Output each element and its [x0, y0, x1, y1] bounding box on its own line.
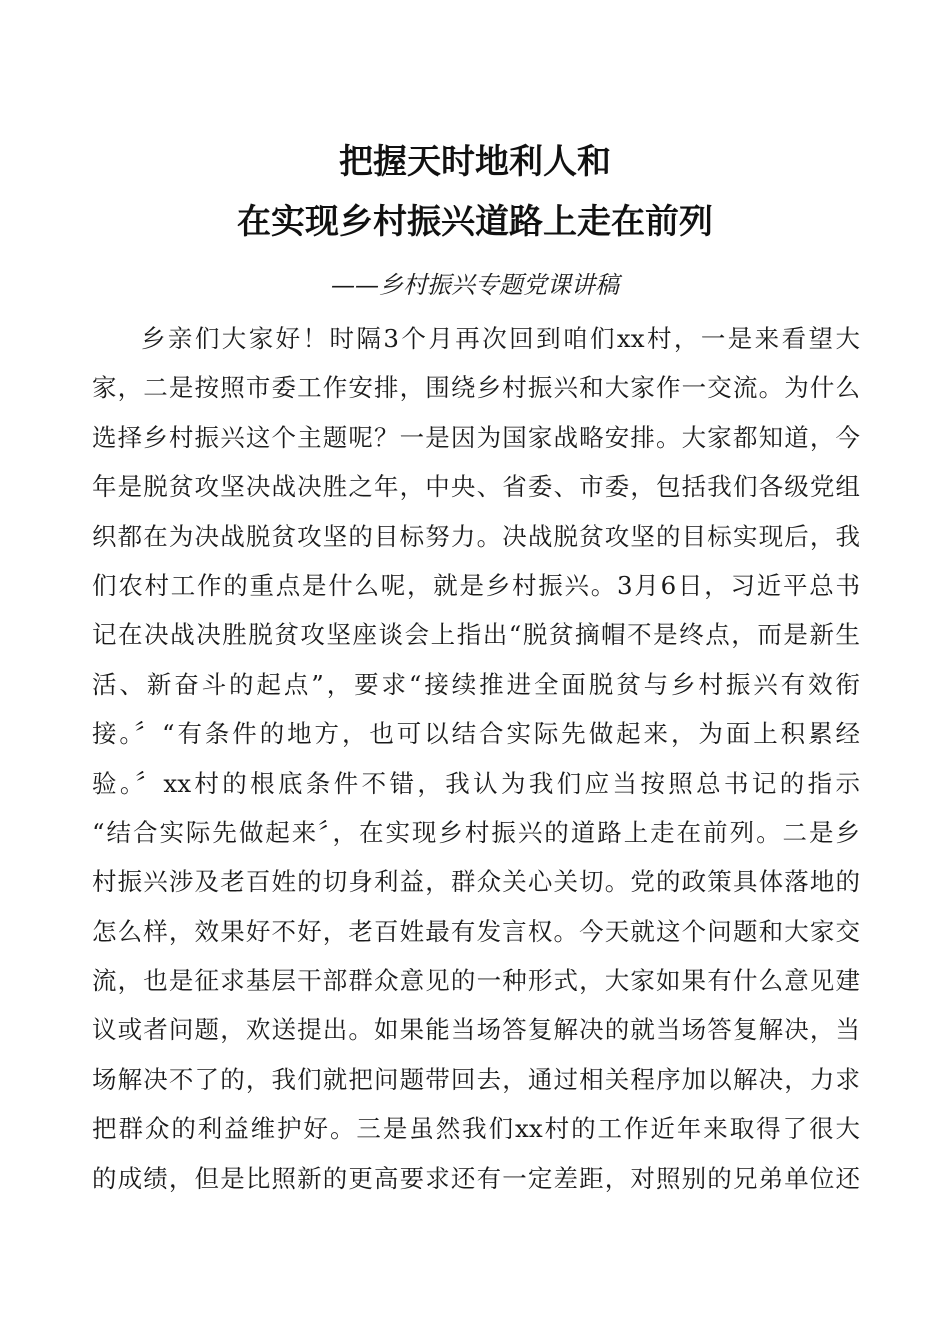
body-line: 乡亲们大家好！时隔3个月再次回到咱们xx村，一是来看望大: [141, 324, 860, 353]
body-line: 村振兴涉及老百姓的切身利益，群众关心关切。党的政策具体落地的: [92, 867, 860, 897]
body-line: 接。〞“有条件的地方，也可以结合实际先做起来，为面上积累经: [92, 719, 860, 749]
body-line: “结合实际先做起来〞，在实现乡村振兴的道路上走在前列。二是乡: [92, 817, 860, 847]
subtitle: ——乡村振兴专题党课讲稿: [331, 271, 619, 299]
body-paragraph: [92, 314, 860, 1203]
title-line-2: 在实现乡村振兴道路上走在前列: [237, 202, 713, 242]
body-line: 记在决战决胜脱贫攻坚座谈会上指出“脱贫摘帽不是终点，而是新生: [92, 620, 860, 650]
body-line: 的成绩，但是比照新的更高要求还有一定差距，对照别的兄弟单位还: [92, 1163, 860, 1193]
body-line: 活、新奋斗的起点”，要求“接续推进全面脱贫与乡村振兴有效衔: [92, 669, 860, 699]
body-line: 们农村工作的重点是什么呢，就是乡村振兴。3月6日，习近平总书: [92, 570, 860, 600]
body-line: 议或者问题，欢送提出。如果能当场答复解决的就当场答复解决，当: [92, 1015, 860, 1045]
title-line-1: 把握天时地利人和: [339, 142, 611, 182]
body-line: 年是脱贫攻坚决战决胜之年，中央、省委、市委，包括我们各级党组: [92, 472, 860, 502]
body-line: 怎么样，效果好不好，老百姓最有发言权。今天就这个问题和大家交: [92, 916, 860, 946]
body-line: 家，二是按照市委工作安排，围绕乡村振兴和大家作一交流。为什么: [92, 373, 860, 403]
body-line: 场解决不了的，我们就把问题带回去，通过相关程序加以解决，力求: [92, 1064, 860, 1094]
body-line: 把群众的利益维护好。三是虽然我们xx村的工作近年来取得了很大: [92, 1114, 860, 1144]
body-line: 流，也是征求基层干部群众意见的一种形式，大家如果有什么意见建: [92, 966, 860, 996]
body-line: 选择乡村振兴这个主题呢？一是因为国家战略安排。大家都知道，今: [92, 422, 860, 452]
body-line: 织都在为决战脱贫攻坚的目标努力。决战脱贫攻坚的目标实现后，我: [92, 521, 860, 551]
body-line: 验。〞xx村的根底条件不错，我认为我们应当按照总书记的指示: [92, 768, 860, 798]
